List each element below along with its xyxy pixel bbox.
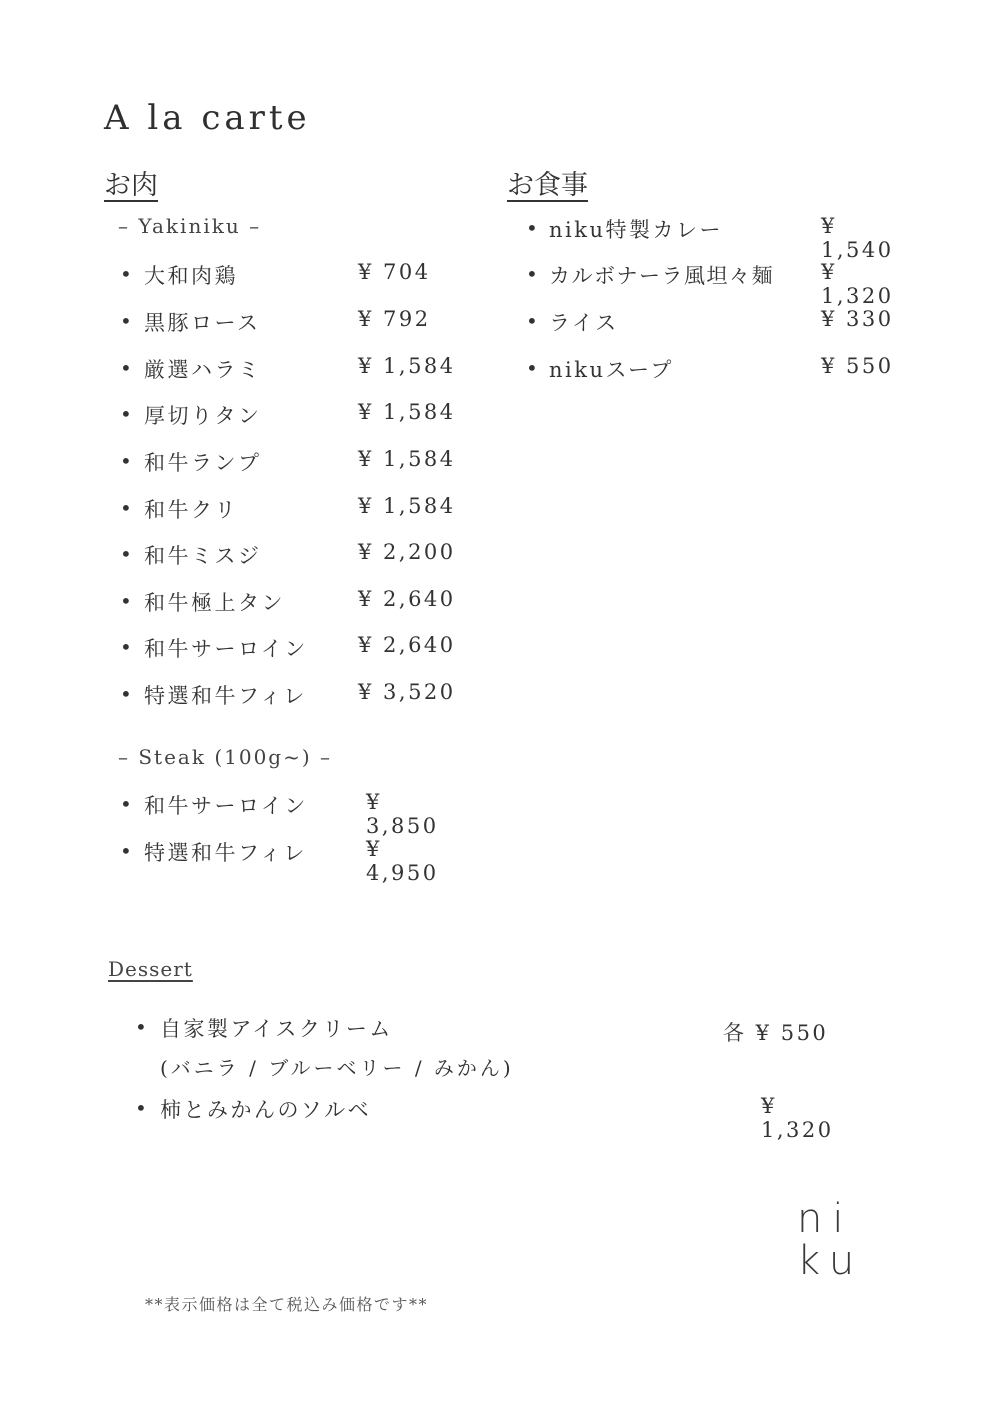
bullet-icon: • [526, 262, 541, 286]
menu-item-name: 和牛サーロイン [144, 794, 308, 818]
bullet-icon: • [135, 1015, 150, 1039]
menu-item [120, 260, 460, 290]
menu-item-name: 厚切りタン [144, 404, 262, 428]
bullet-icon: • [120, 262, 135, 286]
dessert-heading: Dessert [108, 957, 193, 981]
menu-item-price: ¥ 1,584 [358, 494, 456, 518]
menu-item-price: ¥ 2,200 [358, 540, 456, 564]
menu-item [135, 1013, 855, 1043]
menu-item-name: 和牛ミスジ [144, 544, 262, 568]
menu-item [120, 540, 460, 570]
menu-item-price: ¥ 3,850 [366, 790, 439, 838]
menu-item-name: 和牛クリ [144, 498, 238, 522]
menu-title: A la carte [104, 98, 311, 138]
menu-item-price: ¥ 1,584 [358, 354, 456, 378]
bullet-icon: • [120, 839, 135, 863]
menu-item-price: ¥ 704 [358, 260, 431, 284]
menu-item [526, 260, 916, 308]
menu-item-name: 厳選ハラミ [144, 358, 262, 382]
bullet-icon: • [120, 402, 135, 426]
menu-item-name: 自家製アイスクリーム [160, 1017, 393, 1041]
menu-item [526, 354, 916, 384]
bullet-icon: • [120, 589, 135, 613]
logo-line-2: ku [797, 1238, 865, 1284]
menu-item-name: nikuスープ [549, 358, 674, 382]
menu-item-variants: (バニラ / ブルーベリー / みかん) [160, 1056, 514, 1080]
menu-item-name: カルボナーラ風坦々麺 [549, 264, 774, 288]
menu-item [120, 680, 460, 710]
logo-line-1: ni [797, 1196, 854, 1242]
bullet-icon: • [120, 542, 135, 566]
menu-item [526, 307, 916, 337]
bullet-icon: • [526, 356, 541, 380]
menu-item-name: 和牛極上タン [144, 591, 285, 615]
menu-item [120, 837, 460, 885]
menu-item-name: 大和肉鶏 [144, 264, 238, 288]
niku-logo [797, 1198, 867, 1282]
menu-item-name: 黒豚ロース [144, 311, 261, 335]
menu-item [526, 214, 916, 262]
menu-item [120, 633, 460, 663]
bullet-icon: • [120, 792, 135, 816]
menu-item-price: ¥ 550 [821, 354, 894, 378]
meal-section-heading: お食事 [507, 170, 588, 201]
bullet-icon: • [120, 309, 135, 333]
menu-item-name: 柿とみかんのソルベ [160, 1098, 372, 1122]
bullet-icon: • [120, 635, 135, 659]
menu-item [120, 790, 460, 838]
menu-item-price: ¥ 792 [358, 307, 431, 331]
menu-item-price: ¥ 1,320 [821, 260, 894, 308]
menu-item [135, 1094, 855, 1142]
menu-item-name: 特選和牛フィレ [144, 684, 307, 708]
bullet-icon: • [120, 496, 135, 520]
meat-section-heading: お肉 [104, 170, 158, 201]
menu-item-price: 各 ¥ 550 [723, 1021, 829, 1045]
menu-item-price: ¥ 330 [821, 307, 894, 331]
bullet-icon: • [120, 449, 135, 473]
menu-item-name: niku特製カレー [549, 218, 723, 242]
menu-item [120, 354, 460, 384]
menu-item-price: ¥ 1,540 [821, 214, 894, 262]
bullet-icon: • [120, 682, 135, 706]
menu-item-price: ¥ 4,950 [366, 837, 439, 885]
menu-item-price: ¥ 2,640 [358, 633, 456, 657]
menu-item [120, 307, 460, 337]
tax-note: **表示価格は全て税込み価格です** [145, 1295, 429, 1314]
menu-item [120, 400, 460, 430]
bullet-icon: • [120, 356, 135, 380]
menu-item-price: ¥ 1,584 [358, 400, 456, 424]
menu-item-price: ¥ 1,320 [761, 1094, 834, 1142]
yakiniku-subheading: – Yakiniku – [118, 214, 262, 238]
menu-item [120, 494, 460, 524]
bullet-icon: • [526, 216, 541, 240]
menu-item-name: 和牛サーロイン [144, 637, 308, 661]
menu-item [120, 447, 460, 477]
menu-item-price: ¥ 3,520 [358, 680, 456, 704]
menu-item-price: ¥ 1,584 [358, 447, 456, 471]
steak-subheading: – Steak (100g~) – [118, 745, 333, 769]
menu-item-name: 特選和牛フィレ [144, 841, 307, 865]
menu-item-name: ライス [549, 311, 619, 335]
bullet-icon: • [526, 309, 541, 333]
menu-item-name: 和牛ランプ [144, 451, 262, 475]
bullet-icon: • [135, 1096, 150, 1120]
menu-item-price: ¥ 2,640 [358, 587, 456, 611]
menu-item [120, 587, 460, 617]
